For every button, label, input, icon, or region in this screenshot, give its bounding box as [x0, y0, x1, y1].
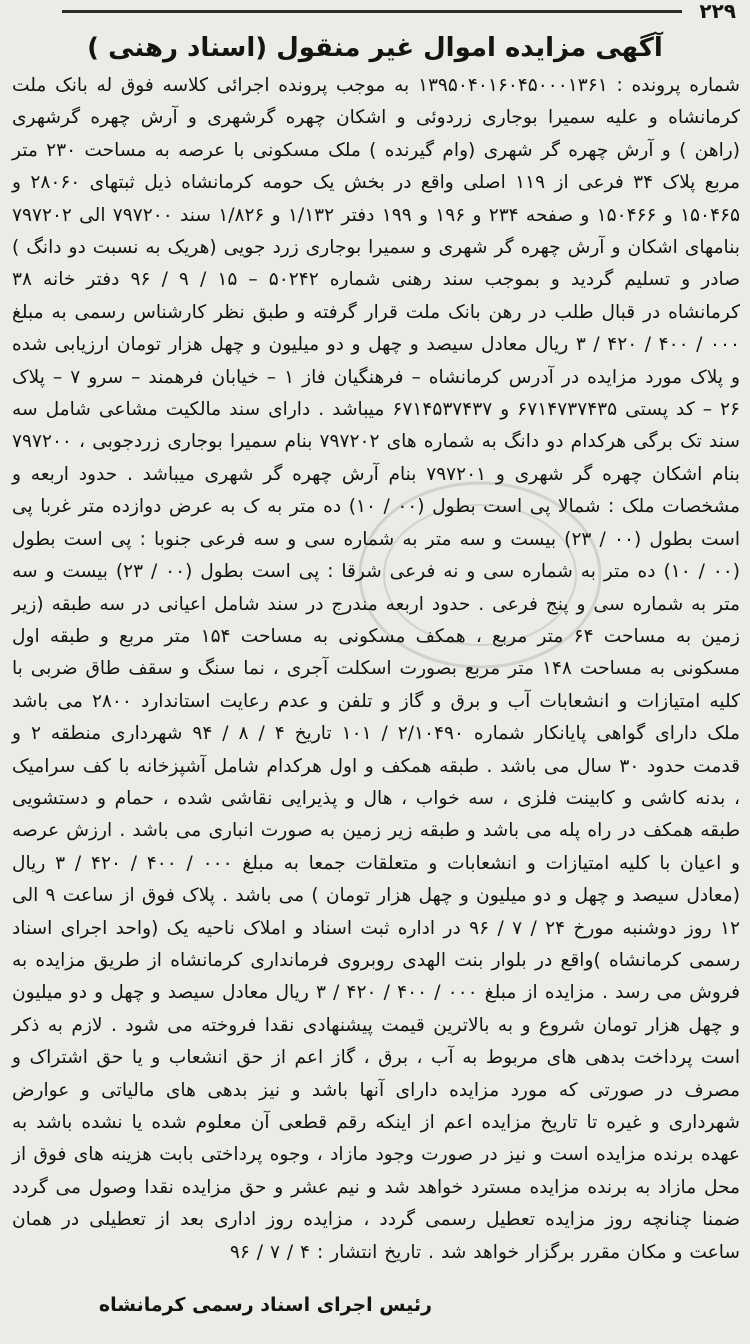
signature-line: رئیس اجرای اسناد رسمی کرمانشاه: [98, 1294, 432, 1316]
page-number: ۲۲۹: [699, 0, 736, 23]
notice-title: آگهی مزایده اموال غیر منقول (اسناد رهنی ): [87, 33, 663, 63]
header-rule: [62, 10, 682, 13]
notice-body: شماره پرونده : ۱۳۹۵۰۴۰۱۶۰۴۵۰۰۰۱۳۶۱ به موجب پرونده اجرائی کلاسه فوق له بانک ملت کرمانشاه و علیه سمیرا بوجاری زردوئی و اشکان چهره گرشهری و آرش چهره گرشهری (راهن ) و آرش چهره گر شهری (وام گیرنده ) ملک مسکونی با عرصه به مساحت ۲۳۰ متر مربع پلاک ۳۴ فرعی از ۱۱۹ اصلی واقع در بخش یک حومه کرمانشاه ذیل ثبتهای ۲۸۰۶۰ و ۱۵۰۴۶۵ و ۱۵۰۴۶۶ و صفحه ۲۳۴ و ۱۹۶ و ۱۹۹ دفتر ۱/۱۳۲ و ۱/۸۲۶ سند ۷۹۷۲۰۰ الی ۷۹۷۲۰۲ بنامهای اشکان و آرش چهره گر شهری و سمیرا بوجاری زرد جویی (هریک به نسبت دو دانگ ) صادر و تسلیم گردید و بموجب سند رهنی شماره ۵۰۲۴۲ – ۱۵ / ۹ / ۹۶ دفتر خانه ۳۸ کرمانشاه در قبال طلب در رهن بانک ملت قرار گرفته و طبق نظر کارشناس رسمی به مبلغ ۰۰۰ / ۴۰۰ / ۴۲۰ / ۳ ریال معادل سیصد و چهل و دو میلیون و چهل هزار تومان ارزیابی شده و پلاک مورد مزایده در آدرس کرمانشاه – فرهنگیان فاز ۱ – خیابان فرهمند – سرو ۷ – پلاک ۲۶ – کد پستی ۶۷۱۴۷۳۷۴۳۵ و ۶۷۱۴۵۳۷۴۳۷ میباشد . دارای سند مالکیت مشاعی شامل سه سند تک برگی هرکدام دو دانگ به شماره های ۷۹۷۲۰۲ بنام سمیرا بوجاری زردجوبی ، ۷۹۷۲۰۰ بنام اشکان چهره گر شهری و ۷۹۷۲۰۱ بنام آرش چهره گر شهری میباشد . حدود اربعه و مشخصات ملک : شمالا پی است بطول (۰۰ / ۱۰) ده متر به ک به عرض دوازده متر غربا پی است بطول (۰۰ / ۲۳) بیست و سه متر به شماره سی و سه فرعی جنوبا : پی است بطول (۰۰ / ۱۰) ده متر به شماره سی و نه فرعی شرقا : پی است بطول (۰۰ / ۲۳) بیست و سه متر به شماره سی و پنج فرعی . حدود اربعه مندرج در سند شامل اعیانی در سه طبقه (زیر زمین به مساحت ۶۴ متر مربع ، همکف مسکونی به مساحت ۱۵۴ متر مربع و طبقه اول مسکونی به مساحت ۱۴۸ متر مربع بصورت اسکلت آجری ، نما سنگ و سقف طاق ضربی با کلیه امتیازات و انشعابات آب و برق و گاز و تلفن و عدم رعایت استاندارد ۲۸۰۰ می باشد ملک دارای گواهی پایانکار شماره ۲/۱۰۴۹۰ / ۱۰۱ تاریخ ۴ / ۸ / ۹۴ شهرداری منطقه ۲ و قدمت حدود ۳۰ سال می باشد . طبقه همکف و اول هرکدام شامل آشپزخانه با کف سرامیک ، بدنه کاشی و کابینت فلزی ، سه خواب ، هال و پذیرایی نقاشی شده ، حمام و دستشویی طبقه همکف در راه پله می باشد و طبقه زیر زمین به صورت انباری می باشد . ارزش عرصه و اعیان با کلیه امتیازات و انشعابات و متعلقات جمعا به مبلغ ۰۰۰ / ۴۰۰ / ۴۲۰ / ۳ ریال (معادل سیصد و چهل و دو میلیون و چهل هزار تومان ) می باشد . پلاک فوق از ساعت ۹ الی ۱۲ روز دوشنبه مورخ ۲۴ / ۷ / ۹۶ در اداره ثبت اسناد و املاک ناحیه یک (واحد اجرای اسناد رسمی کرمانشاه )واقع در بلوار بنت الهدی روبروی فرمانداری کرمانشاه از طریق مزایده به فروش می رسد . مزایده از مبلغ ۰۰۰ / ۴۰۰ / ۴۲۰ / ۳ ریال معادل سیصد و چهل و دو میلیون و چهل هزار تومان شروع و به بالاترین قیمت پیشنهادی نقدا فروخته می شود . لازم به ذکر است پرداخت بدهی های مربوط به آب ، برق ، گاز اعم از حق انشعاب و یا حق اشتراک و مصرف در صورتی که مورد مزایده دارای آنها باشد و نیز بدهی های مالیاتی و عوارض شهرداری و غیره تا تاریخ مزایده اعم از اینکه رقم قطعی آن معلوم شده یا نشده باشد به عهده برنده مزایده است و نیز در صورت وجود مازاد ، وجوه پرداختی بابت هزینه های فوق از محل مازاد به برنده مزایده مسترد خواهد شد و نیم عشر و حق مزایده نقدا وصول می گردد ضمنا چنانچه روز مزایده تعطیل رسمی گردد ، مزایده روز اداری بعد از تعطیلی در همان ساعت و مکان مقرر برگزار خواهد شد . تاریخ انتشار : ۴ / ۷ / ۹۶: [12, 75, 741, 1263]
